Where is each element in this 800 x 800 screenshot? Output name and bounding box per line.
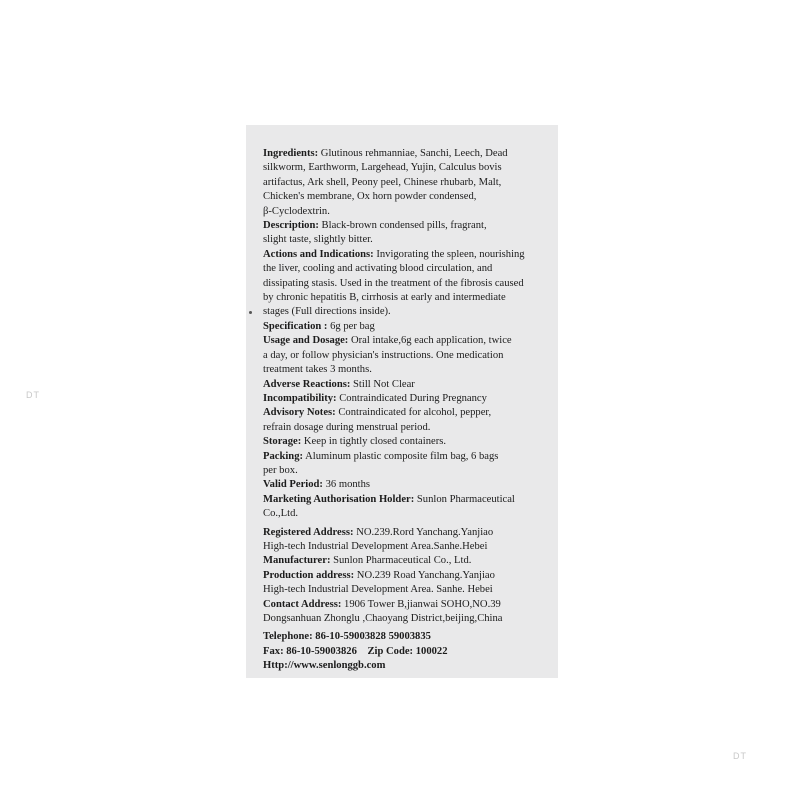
manufacturer-value: Sunlon Pharmaceutical Co., Ltd. [330,555,472,567]
adverse-line [263,378,546,392]
storage-heading: Storage: [263,436,302,448]
usage-line-3: treatment takes 3 months. [263,364,372,376]
production-line-1 [263,569,546,583]
mah-heading: Marketing Authorisation Holder: [263,493,415,505]
telephone-value: 86-10-59003828 59003835 [312,631,431,643]
contact-line-2: Dongsanhuan Zhonglu ,Chaoyang District,beijing,China [263,613,503,624]
print-speck [249,311,252,314]
actions-heading: Actions and Indications: [263,248,374,260]
actions-line-3: dissipating stasis. Used in the treatment of the fibrosis caused [263,277,524,289]
manufacturer-heading: Manufacturer: [263,555,331,567]
website-line [263,659,546,673]
ingredients-heading: Ingredients: [263,148,319,159]
description-heading: Description: [263,220,319,232]
incompatibility-heading: Incompatibility: [263,392,337,404]
actions-line-5: stages (Full directions inside). [263,306,391,318]
valid-period-value: 36 months [322,479,371,491]
website-text: Http://www.senlonggb.com [263,660,386,672]
telephone-line [263,630,546,644]
incompatibility-line [263,392,546,406]
description-line-2: slight taste, slightly bitter. [263,234,373,246]
description-text: Black-brown condensed pills, fragrant, [318,220,487,232]
contact-line-1 [263,598,546,612]
watermark-right: DT [733,751,747,761]
fax-zip-line [263,645,546,659]
advisory-text: Contraindicated for alcohol, pepper, [335,407,492,419]
ingredients-line-5: β-Cyclodextrin. [263,205,330,217]
mah-text: Sunlon Pharmaceutical [414,493,515,505]
adverse-value: Still Not Clear [350,378,415,390]
zip-value: 100022 [413,645,448,657]
registered-text: NO.239.Rord Yanchang.Yanjiao [353,526,494,538]
zip-heading: Zip Code: [367,645,414,657]
specification-line [263,320,546,334]
fax-value: 86-10-59003826 [283,645,357,657]
ingredients-line-1 [263,147,546,161]
valid-period-heading: Valid Period: [263,479,323,491]
usage-text: Oral intake,6g each application, twice [348,335,512,347]
actions-line-2: the liver, cooling and activating blood circulation, and [263,263,493,275]
storage-value: Keep in tightly closed containers. [301,436,446,448]
actions-line-4: by chronic hepatitis B, cirrhosis at early and intermediate [263,292,506,304]
ingredients-line-2: silkworm, Earthworm, Largehead, Yujin, Calculus bovis [263,162,502,174]
packing-line-2: per box. [263,464,298,476]
usage-line-1 [263,334,546,348]
incompatibility-value: Contraindicated During Pregnancy [336,392,487,404]
storage-line [263,435,546,449]
contact-text: 1906 Tower B,jianwai SOHO,NO.39 [341,598,501,610]
actions-line-1 [263,248,546,262]
specification-heading: Specification : [263,320,328,332]
telephone-heading: Telephone: [263,631,313,643]
valid-period-line [263,478,546,492]
specification-value: 6g per bag [327,320,375,332]
production-heading: Production address: [263,569,355,581]
advisory-line-1 [263,406,546,420]
usage-heading: Usage and Dosage: [263,335,349,347]
registered-line-2: High-tech Industrial Development Area.Sanhe.Hebei [263,540,488,552]
packing-heading: Packing: [263,450,304,462]
registered-line-1 [263,526,546,540]
watermark-left: DT [26,390,40,400]
ingredients-line-3: artifactus, Ark shell, Peony peel, Chinese rhubarb, Malt, [263,176,502,188]
contact-heading: Contact Address: [263,598,342,610]
usage-line-2: a day, or follow physician's instructions. One medication [263,349,504,361]
ingredients-text: Glutinous rehmanniae, Sanchi, Leech, Dead [320,148,508,159]
description-line-1 [263,219,546,233]
registered-heading: Registered Address: [263,526,354,538]
advisory-heading: Advisory Notes: [263,407,336,419]
actions-text: Invigorating the spleen, nourishing [373,248,525,260]
adverse-heading: Adverse Reactions: [263,378,351,390]
package-label-card [246,125,558,678]
ingredients-line-4: Chicken's membrane, Ox horn powder condensed, [263,191,477,203]
packing-text: Aluminum plastic composite film bag, 6 bags [303,450,499,462]
production-line-2: High-tech Industrial Development Area. Sanhe. Hebei [263,584,493,596]
advisory-line-2: refrain dosage during menstrual period. [263,421,431,433]
mah-line-1 [263,493,546,507]
production-text: NO.239 Road Yanchang.Yanjiao [354,569,495,581]
fax-heading: Fax: [263,645,284,657]
mah-line-2: Co.,Ltd. [263,508,299,520]
packing-line-1 [263,450,546,464]
manufacturer-line [263,554,546,568]
